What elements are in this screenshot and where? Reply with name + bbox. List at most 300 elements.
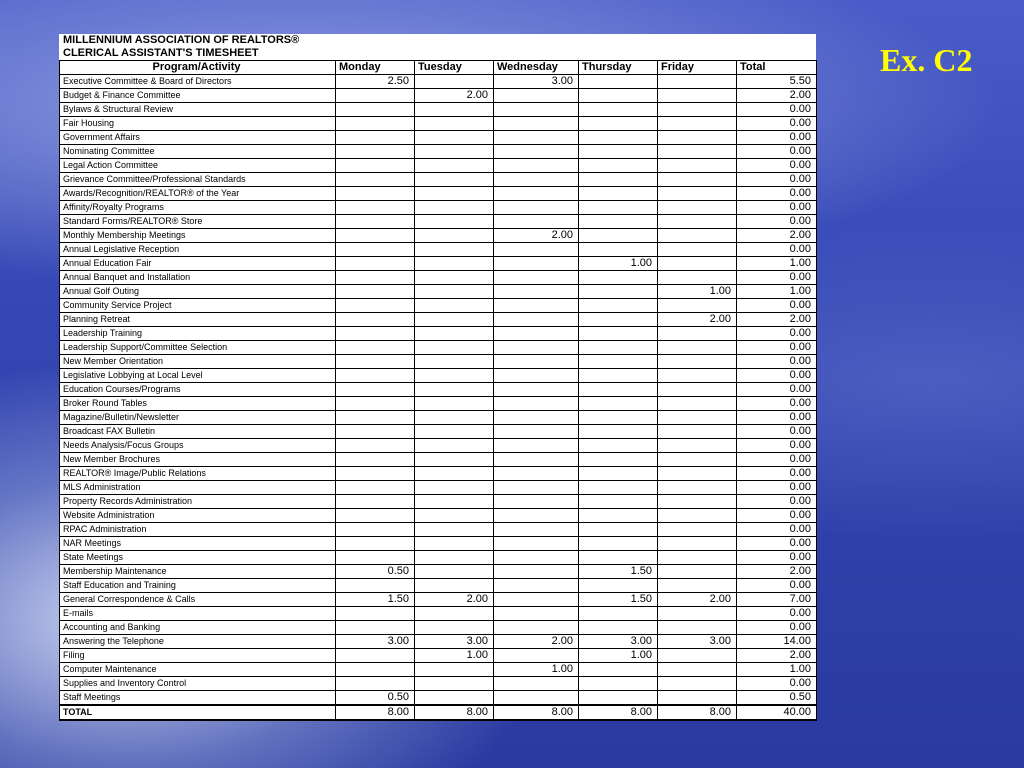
friday-cell bbox=[658, 89, 737, 103]
tuesday-cell bbox=[415, 383, 494, 397]
table-row bbox=[60, 579, 817, 593]
wednesday-cell bbox=[494, 369, 579, 383]
friday-cell bbox=[658, 467, 737, 481]
total-cell: 0.00 bbox=[737, 159, 817, 173]
activity-cell: Staff Education and Training bbox=[60, 579, 336, 593]
wednesday-cell bbox=[494, 341, 579, 355]
wednesday-cell bbox=[494, 397, 579, 411]
total-cell: 0.50 bbox=[737, 691, 817, 706]
total-cell: 0.00 bbox=[737, 509, 817, 523]
table-row bbox=[60, 467, 817, 481]
activity-cell: E-mails bbox=[60, 607, 336, 621]
thursday-cell: 1.00 bbox=[579, 649, 658, 663]
tuesday-cell bbox=[415, 257, 494, 271]
total-thursday: 8.00 bbox=[579, 705, 658, 720]
monday-cell: 0.50 bbox=[336, 691, 415, 706]
thursday-cell bbox=[579, 551, 658, 565]
thursday-cell bbox=[579, 691, 658, 706]
total-label: TOTAL bbox=[60, 705, 336, 720]
total-cell: 0.00 bbox=[737, 187, 817, 201]
total-cell: 14.00 bbox=[737, 635, 817, 649]
wednesday-cell bbox=[494, 495, 579, 509]
total-cell: 0.00 bbox=[737, 481, 817, 495]
wednesday-cell bbox=[494, 243, 579, 257]
activity-cell: Broker Round Tables bbox=[60, 397, 336, 411]
thursday-cell bbox=[579, 411, 658, 425]
activity-cell: State Meetings bbox=[60, 551, 336, 565]
total-cell: 2.00 bbox=[737, 229, 817, 243]
thursday-cell bbox=[579, 75, 658, 89]
monday-cell bbox=[336, 579, 415, 593]
table-row bbox=[60, 201, 817, 215]
thursday-cell bbox=[579, 579, 658, 593]
thursday-cell bbox=[579, 621, 658, 635]
activity-cell: Government Affairs bbox=[60, 131, 336, 145]
column-header-thursday: Thursday bbox=[579, 61, 658, 75]
thursday-cell bbox=[579, 481, 658, 495]
total-cell: 2.00 bbox=[737, 649, 817, 663]
total-cell: 0.00 bbox=[737, 173, 817, 187]
monday-cell bbox=[336, 313, 415, 327]
thursday-cell bbox=[579, 425, 658, 439]
table-row bbox=[60, 103, 817, 117]
monday-cell: 3.00 bbox=[336, 635, 415, 649]
activity-cell: New Member Orientation bbox=[60, 355, 336, 369]
tuesday-cell bbox=[415, 341, 494, 355]
total-tuesday: 8.00 bbox=[415, 705, 494, 720]
wednesday-cell bbox=[494, 117, 579, 131]
table-row bbox=[60, 89, 817, 103]
thursday-cell bbox=[579, 271, 658, 285]
thursday-cell bbox=[579, 187, 658, 201]
tuesday-cell bbox=[415, 691, 494, 706]
activity-cell: Executive Committee & Board of Directors bbox=[60, 75, 336, 89]
total-cell: 0.00 bbox=[737, 369, 817, 383]
total-cell: 2.00 bbox=[737, 313, 817, 327]
friday-cell bbox=[658, 159, 737, 173]
wednesday-cell bbox=[494, 691, 579, 706]
total-cell: 0.00 bbox=[737, 425, 817, 439]
friday-cell: 2.00 bbox=[658, 313, 737, 327]
monday-cell bbox=[336, 187, 415, 201]
monday-cell bbox=[336, 145, 415, 159]
table-row bbox=[60, 425, 817, 439]
total-cell: 0.00 bbox=[737, 145, 817, 159]
wednesday-cell bbox=[494, 593, 579, 607]
tuesday-cell bbox=[415, 187, 494, 201]
monday-cell bbox=[336, 229, 415, 243]
thursday-cell bbox=[579, 523, 658, 537]
total-grand: 40.00 bbox=[737, 705, 817, 720]
activity-cell: Affinity/Royalty Programs bbox=[60, 201, 336, 215]
activity-cell: Community Service Project bbox=[60, 299, 336, 313]
wednesday-cell bbox=[494, 201, 579, 215]
tuesday-cell bbox=[415, 411, 494, 425]
activity-cell: Supplies and Inventory Control bbox=[60, 677, 336, 691]
sheet-title-line1: MILLENNIUM ASSOCIATION OF REALTORS® bbox=[63, 34, 300, 46]
sheet-title-line2: CLERICAL ASSISTANT'S TIMESHEET bbox=[63, 47, 259, 59]
friday-cell bbox=[658, 509, 737, 523]
column-header-friday: Friday bbox=[658, 61, 737, 75]
table-row bbox=[60, 75, 817, 89]
monday-cell bbox=[336, 411, 415, 425]
tuesday-cell bbox=[415, 397, 494, 411]
monday-cell bbox=[336, 425, 415, 439]
monday-cell bbox=[336, 439, 415, 453]
monday-cell bbox=[336, 243, 415, 257]
table-row bbox=[60, 397, 817, 411]
thursday-cell bbox=[579, 439, 658, 453]
table-row bbox=[60, 271, 817, 285]
table-row bbox=[60, 327, 817, 341]
friday-cell bbox=[658, 537, 737, 551]
thursday-cell: 3.00 bbox=[579, 635, 658, 649]
thursday-cell bbox=[579, 89, 658, 103]
wednesday-cell bbox=[494, 537, 579, 551]
table-row bbox=[60, 215, 817, 229]
activity-cell: Awards/Recognition/REALTOR® of the Year bbox=[60, 187, 336, 201]
wednesday-cell bbox=[494, 439, 579, 453]
tuesday-cell bbox=[415, 201, 494, 215]
total-cell: 0.00 bbox=[737, 117, 817, 131]
table-row bbox=[60, 565, 817, 579]
wednesday-cell bbox=[494, 677, 579, 691]
column-header-total: Total bbox=[737, 61, 817, 75]
total-cell: 0.00 bbox=[737, 327, 817, 341]
monday-cell bbox=[336, 397, 415, 411]
monday-cell bbox=[336, 523, 415, 537]
tuesday-cell: 1.00 bbox=[415, 649, 494, 663]
table-row bbox=[60, 355, 817, 369]
thursday-cell: 1.00 bbox=[579, 257, 658, 271]
table-row bbox=[60, 509, 817, 523]
table-row bbox=[60, 495, 817, 509]
wednesday-cell bbox=[494, 299, 579, 313]
activity-cell: Grievance Committee/Professional Standards bbox=[60, 173, 336, 187]
tuesday-cell bbox=[415, 103, 494, 117]
wednesday-cell bbox=[494, 607, 579, 621]
table-row bbox=[60, 173, 817, 187]
wednesday-cell: 2.00 bbox=[494, 229, 579, 243]
table-row bbox=[60, 537, 817, 551]
total-cell: 7.00 bbox=[737, 593, 817, 607]
wednesday-cell bbox=[494, 355, 579, 369]
table-row bbox=[60, 299, 817, 313]
monday-cell bbox=[336, 495, 415, 509]
total-monday: 8.00 bbox=[336, 705, 415, 720]
tuesday-cell bbox=[415, 621, 494, 635]
table-row bbox=[60, 369, 817, 383]
total-cell: 0.00 bbox=[737, 131, 817, 145]
activity-cell: Leadership Support/Committee Selection bbox=[60, 341, 336, 355]
total-cell: 0.00 bbox=[737, 411, 817, 425]
thursday-cell bbox=[579, 145, 658, 159]
wednesday-cell bbox=[494, 89, 579, 103]
tuesday-cell bbox=[415, 481, 494, 495]
friday-cell bbox=[658, 103, 737, 117]
thursday-cell: 1.50 bbox=[579, 565, 658, 579]
timesheet bbox=[59, 34, 816, 721]
table-row bbox=[60, 131, 817, 145]
tuesday-cell bbox=[415, 663, 494, 677]
activity-cell: Education Courses/Programs bbox=[60, 383, 336, 397]
thursday-cell bbox=[579, 495, 658, 509]
monday-cell bbox=[336, 453, 415, 467]
column-header-wednesday: Wednesday bbox=[494, 61, 579, 75]
table-row bbox=[60, 411, 817, 425]
total-cell: 0.00 bbox=[737, 607, 817, 621]
friday-cell bbox=[658, 425, 737, 439]
wednesday-cell bbox=[494, 215, 579, 229]
total-cell: 0.00 bbox=[737, 495, 817, 509]
thursday-cell bbox=[579, 509, 658, 523]
tuesday-cell bbox=[415, 173, 494, 187]
wednesday-cell bbox=[494, 621, 579, 635]
wednesday-cell bbox=[494, 467, 579, 481]
friday-cell: 3.00 bbox=[658, 635, 737, 649]
table-row bbox=[60, 677, 817, 691]
wednesday-cell bbox=[494, 173, 579, 187]
monday-cell bbox=[336, 355, 415, 369]
wednesday-cell bbox=[494, 523, 579, 537]
thursday-cell bbox=[579, 607, 658, 621]
thursday-cell: 1.50 bbox=[579, 593, 658, 607]
wednesday-cell bbox=[494, 159, 579, 173]
monday-cell: 2.50 bbox=[336, 75, 415, 89]
friday-cell bbox=[658, 383, 737, 397]
activity-cell: NAR Meetings bbox=[60, 537, 336, 551]
activity-cell: Website Administration bbox=[60, 509, 336, 523]
wednesday-cell bbox=[494, 327, 579, 341]
table-row bbox=[60, 663, 817, 677]
tuesday-cell bbox=[415, 439, 494, 453]
friday-cell bbox=[658, 243, 737, 257]
tuesday-cell bbox=[415, 425, 494, 439]
table-row bbox=[60, 607, 817, 621]
total-cell: 0.00 bbox=[737, 467, 817, 481]
friday-cell bbox=[658, 257, 737, 271]
thursday-cell bbox=[579, 677, 658, 691]
friday-cell bbox=[658, 439, 737, 453]
monday-cell bbox=[336, 271, 415, 285]
tuesday-cell bbox=[415, 215, 494, 229]
wednesday-cell bbox=[494, 565, 579, 579]
wednesday-cell bbox=[494, 187, 579, 201]
activity-cell: Annual Banquet and Installation bbox=[60, 271, 336, 285]
activity-cell: Membership Maintenance bbox=[60, 565, 336, 579]
thursday-cell bbox=[579, 103, 658, 117]
monday-cell bbox=[336, 285, 415, 299]
wednesday-cell bbox=[494, 425, 579, 439]
friday-cell bbox=[658, 215, 737, 229]
thursday-cell bbox=[579, 131, 658, 145]
friday-cell bbox=[658, 173, 737, 187]
thursday-cell bbox=[579, 215, 658, 229]
tuesday-cell bbox=[415, 159, 494, 173]
table-row bbox=[60, 285, 817, 299]
monday-cell bbox=[336, 327, 415, 341]
friday-cell bbox=[658, 481, 737, 495]
activity-cell: Magazine/Bulletin/Newsletter bbox=[60, 411, 336, 425]
tuesday-cell bbox=[415, 327, 494, 341]
monday-cell: 0.50 bbox=[336, 565, 415, 579]
monday-cell bbox=[336, 173, 415, 187]
total-cell: 0.00 bbox=[737, 355, 817, 369]
tuesday-cell bbox=[415, 369, 494, 383]
total-cell: 0.00 bbox=[737, 537, 817, 551]
activity-cell: Monthly Membership Meetings bbox=[60, 229, 336, 243]
friday-cell bbox=[658, 565, 737, 579]
total-cell: 0.00 bbox=[737, 551, 817, 565]
thursday-cell bbox=[579, 341, 658, 355]
tuesday-cell bbox=[415, 607, 494, 621]
activity-cell: Computer Maintenance bbox=[60, 663, 336, 677]
monday-cell bbox=[336, 551, 415, 565]
table-row bbox=[60, 593, 817, 607]
table-row bbox=[60, 341, 817, 355]
timesheet-body bbox=[60, 75, 817, 706]
monday-cell bbox=[336, 201, 415, 215]
total-cell: 0.00 bbox=[737, 439, 817, 453]
total-cell: 0.00 bbox=[737, 341, 817, 355]
thursday-cell bbox=[579, 299, 658, 313]
monday-cell bbox=[336, 131, 415, 145]
total-cell: 0.00 bbox=[737, 243, 817, 257]
table-row bbox=[60, 649, 817, 663]
friday-cell bbox=[658, 607, 737, 621]
wednesday-cell bbox=[494, 649, 579, 663]
monday-cell bbox=[336, 299, 415, 313]
table-header-row bbox=[60, 61, 817, 75]
total-cell: 0.00 bbox=[737, 299, 817, 313]
wednesday-cell bbox=[494, 313, 579, 327]
total-cell: 0.00 bbox=[737, 103, 817, 117]
wednesday-cell bbox=[494, 551, 579, 565]
total-cell: 0.00 bbox=[737, 579, 817, 593]
table-row bbox=[60, 691, 817, 706]
tuesday-cell bbox=[415, 495, 494, 509]
tuesday-cell: 2.00 bbox=[415, 593, 494, 607]
total-cell: 0.00 bbox=[737, 201, 817, 215]
table-row bbox=[60, 313, 817, 327]
table-row bbox=[60, 621, 817, 635]
wednesday-cell bbox=[494, 103, 579, 117]
tuesday-cell bbox=[415, 537, 494, 551]
activity-cell: Bylaws & Structural Review bbox=[60, 103, 336, 117]
monday-cell bbox=[336, 257, 415, 271]
table-row bbox=[60, 257, 817, 271]
thursday-cell bbox=[579, 355, 658, 369]
activity-cell: Nominating Committee bbox=[60, 145, 336, 159]
activity-cell: Leadership Training bbox=[60, 327, 336, 341]
friday-cell: 1.00 bbox=[658, 285, 737, 299]
monday-cell bbox=[336, 537, 415, 551]
table-row bbox=[60, 551, 817, 565]
total-row bbox=[60, 705, 817, 720]
friday-cell bbox=[658, 621, 737, 635]
table-row bbox=[60, 159, 817, 173]
tuesday-cell bbox=[415, 243, 494, 257]
tuesday-cell bbox=[415, 145, 494, 159]
tuesday-cell bbox=[415, 117, 494, 131]
tuesday-cell bbox=[415, 131, 494, 145]
total-cell: 5.50 bbox=[737, 75, 817, 89]
monday-cell bbox=[336, 481, 415, 495]
total-cell: 0.00 bbox=[737, 383, 817, 397]
friday-cell bbox=[658, 663, 737, 677]
activity-cell: General Correspondence & Calls bbox=[60, 593, 336, 607]
wednesday-cell bbox=[494, 285, 579, 299]
monday-cell bbox=[336, 467, 415, 481]
tuesday-cell bbox=[415, 677, 494, 691]
tuesday-cell bbox=[415, 579, 494, 593]
total-cell: 0.00 bbox=[737, 453, 817, 467]
thursday-cell bbox=[579, 313, 658, 327]
activity-cell: Needs Analysis/Focus Groups bbox=[60, 439, 336, 453]
thursday-cell bbox=[579, 159, 658, 173]
total-cell: 0.00 bbox=[737, 397, 817, 411]
friday-cell bbox=[658, 523, 737, 537]
tuesday-cell bbox=[415, 453, 494, 467]
wednesday-cell bbox=[494, 411, 579, 425]
activity-cell: RPAC Administration bbox=[60, 523, 336, 537]
monday-cell bbox=[336, 103, 415, 117]
table-row bbox=[60, 523, 817, 537]
friday-cell bbox=[658, 453, 737, 467]
tuesday-cell: 2.00 bbox=[415, 89, 494, 103]
total-cell: 0.00 bbox=[737, 215, 817, 229]
monday-cell bbox=[336, 509, 415, 523]
thursday-cell bbox=[579, 229, 658, 243]
activity-cell: Standard Forms/REALTOR® Store bbox=[60, 215, 336, 229]
friday-cell bbox=[658, 327, 737, 341]
total-wednesday: 8.00 bbox=[494, 705, 579, 720]
wednesday-cell: 1.00 bbox=[494, 663, 579, 677]
table-row bbox=[60, 383, 817, 397]
wednesday-cell bbox=[494, 509, 579, 523]
thursday-cell bbox=[579, 453, 658, 467]
thursday-cell bbox=[579, 201, 658, 215]
activity-cell: Staff Meetings bbox=[60, 691, 336, 706]
monday-cell bbox=[336, 117, 415, 131]
tuesday-cell: 3.00 bbox=[415, 635, 494, 649]
friday-cell: 2.00 bbox=[658, 593, 737, 607]
total-cell: 1.00 bbox=[737, 285, 817, 299]
total-cell: 0.00 bbox=[737, 677, 817, 691]
tuesday-cell bbox=[415, 551, 494, 565]
total-cell: 1.00 bbox=[737, 257, 817, 271]
wednesday-cell bbox=[494, 257, 579, 271]
total-cell: 0.00 bbox=[737, 523, 817, 537]
wednesday-cell bbox=[494, 131, 579, 145]
activity-cell: Accounting and Banking bbox=[60, 621, 336, 635]
activity-cell: Property Records Administration bbox=[60, 495, 336, 509]
tuesday-cell bbox=[415, 523, 494, 537]
monday-cell: 1.50 bbox=[336, 593, 415, 607]
table-row bbox=[60, 243, 817, 257]
friday-cell bbox=[658, 551, 737, 565]
tuesday-cell bbox=[415, 467, 494, 481]
activity-cell: Broadcast FAX Bulletin bbox=[60, 425, 336, 439]
total-cell: 1.00 bbox=[737, 663, 817, 677]
friday-cell bbox=[658, 201, 737, 215]
friday-cell bbox=[658, 397, 737, 411]
thursday-cell bbox=[579, 243, 658, 257]
timesheet-table bbox=[59, 60, 817, 721]
monday-cell bbox=[336, 215, 415, 229]
total-cell: 0.00 bbox=[737, 621, 817, 635]
wednesday-cell bbox=[494, 271, 579, 285]
